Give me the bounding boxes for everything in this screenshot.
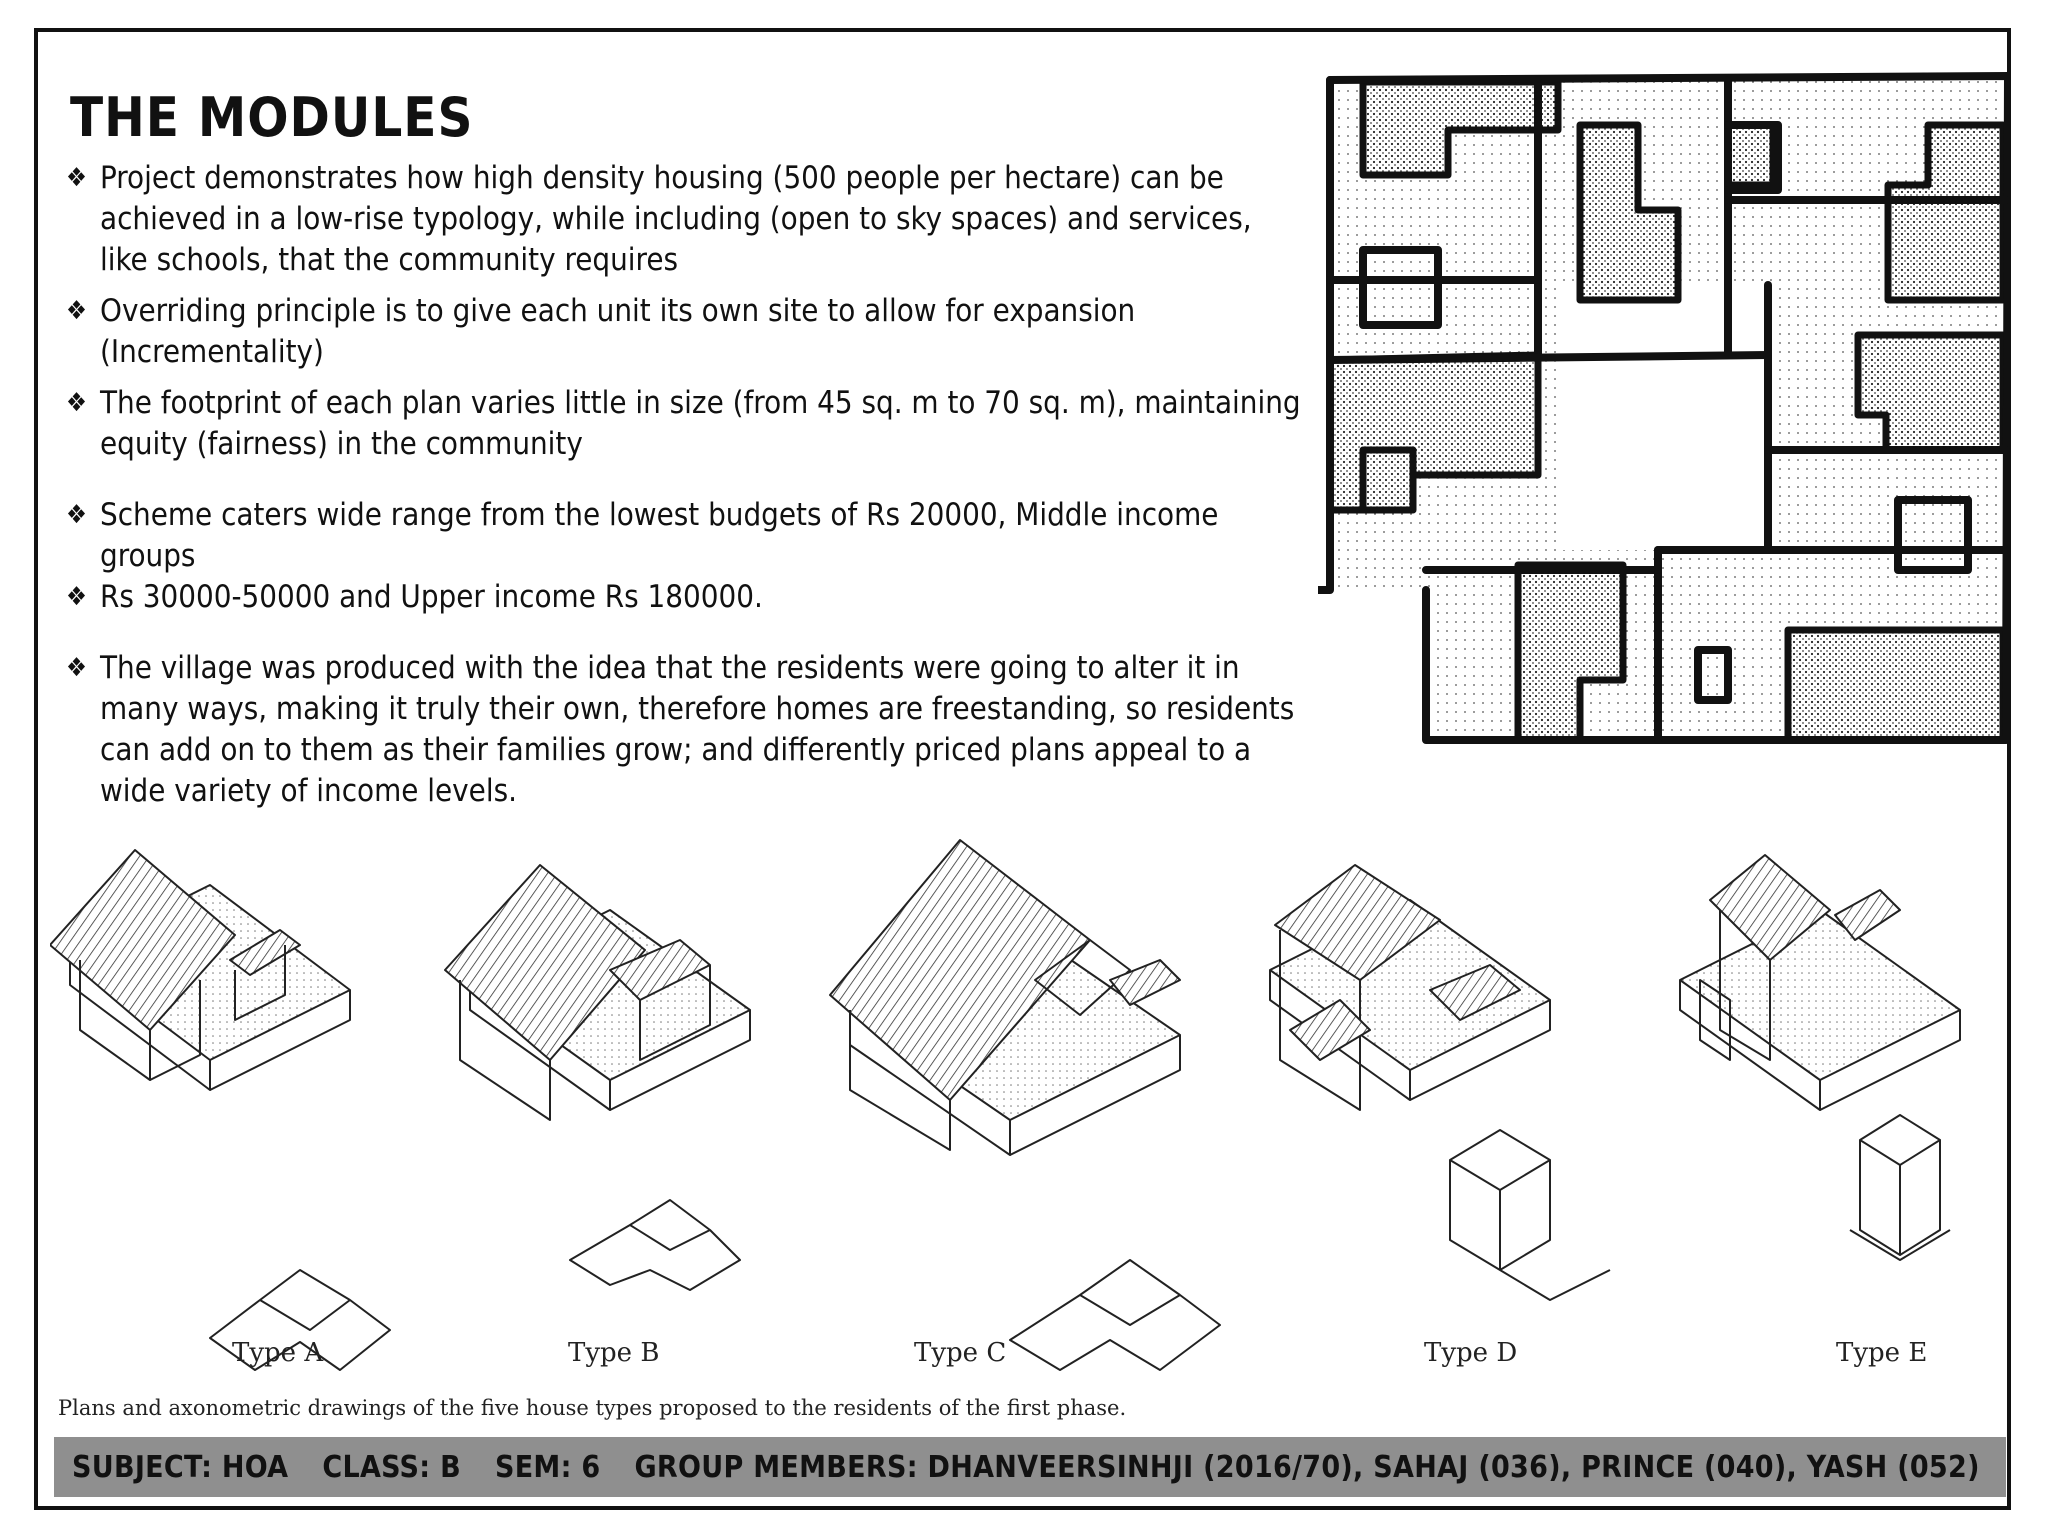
bullet-item (66, 577, 1306, 618)
diamond-bullet-icon: ❖ (66, 582, 87, 612)
house-type-b (445, 865, 750, 1290)
page-title: THE MODULES (70, 86, 474, 149)
bullet-item (66, 383, 1306, 465)
house-type-a (50, 850, 390, 1370)
bullet-item (66, 158, 1306, 281)
type-b-label: Type B (568, 1338, 660, 1368)
footer-sem: SEM: 6 (494, 1449, 601, 1485)
bullet-item (66, 495, 1306, 577)
site-plan-drawing (1318, 70, 2008, 750)
diamond-bullet-icon: ❖ (66, 388, 87, 418)
house-type-d (1270, 865, 1610, 1300)
bullet-text: The footprint of each plan varies little in size (from 45 sq. m to 70 sq. m), maintaining equity (fairness) in the community (100, 385, 1301, 462)
type-d-label: Type D (1424, 1338, 1518, 1368)
bullet-list (66, 158, 1306, 812)
type-e-label: Type E (1836, 1338, 1928, 1368)
house-types-drawing (50, 830, 2010, 1390)
house-type-c (830, 840, 1220, 1370)
bullet-item (66, 648, 1306, 812)
bullet-text: Project demonstrates how high density housing (500 people per hectare) can be achieved in a low-rise typology, while including (open to sky spaces) and services, like schools, that the community requires (100, 160, 1252, 278)
footer-subject: SUBJECT: HOA (72, 1449, 289, 1485)
bullet-text: The village was produced with the idea that the residents were going to alter it in many ways, making it truly their own, therefore homes are freestanding, so residents can add on to them as their families grow; and differently priced plans appeal to a wide variety of income levels. (100, 650, 1295, 809)
house-type-e (1680, 855, 1960, 1260)
bullet-text: Scheme caters wide range from the lowest budgets of Rs 20000, Middle income groups (100, 497, 1219, 574)
diamond-bullet-icon: ❖ (66, 296, 87, 326)
type-a-label: Type A (232, 1338, 324, 1368)
bullet-text: Rs 30000-50000 and Upper income Rs 180000. (100, 579, 763, 615)
figure-caption: Plans and axonometric drawings of the five house types proposed to the residents of the first phase. (58, 1396, 1127, 1420)
bullet-item (66, 291, 1306, 373)
footer-members: GROUP MEMBERS: DHANVEERSINHJI (2016/70), SAHAJ (036), PRINCE (040), YASH (052) (634, 1449, 1980, 1485)
footer-class: CLASS: B (322, 1449, 461, 1485)
diamond-bullet-icon: ❖ (66, 163, 87, 193)
diamond-bullet-icon: ❖ (66, 500, 87, 530)
footer-bar (54, 1437, 2006, 1497)
diamond-bullet-icon: ❖ (66, 653, 87, 683)
bullet-text: Overriding principle is to give each unit its own site to allow for expansion (Incrementality) (100, 293, 1136, 370)
type-c-label: Type C (914, 1338, 1007, 1368)
